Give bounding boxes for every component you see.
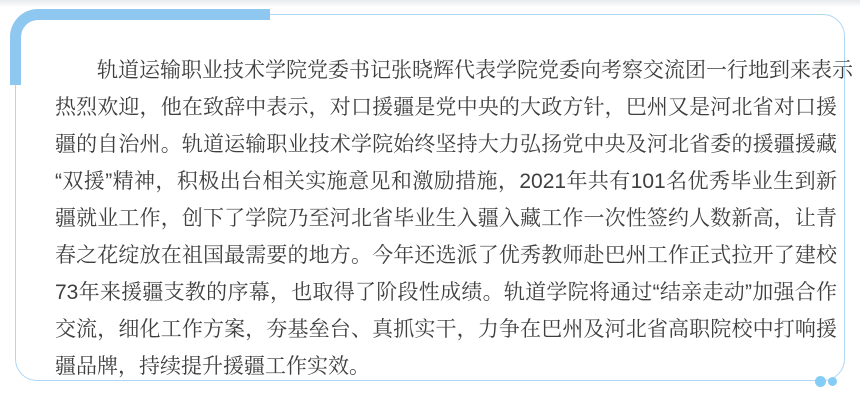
paragraph-line: “双援”精神，积极出台相关实施意见和激励措施，2021年共有101名优秀毕业生到新 (55, 170, 837, 193)
paragraph-line: 交流，细化工作方案，夯基垒台、真抓实干，力争在巴州及河北省高职院校中打响援 (55, 318, 837, 341)
top-edge-shadow (0, 0, 860, 7)
paragraph-line: 疆的自治州。轨道运输职业技术学院始终坚持大力弘扬党中央及河北省委的援疆援藏 (55, 133, 837, 156)
paragraph-line: 疆就业工作，创下了学院乃至河北省毕业生入疆入藏工作一次性签约人数新高，让青 (55, 207, 837, 230)
paragraph-line: 疆品牌，持续提升援疆工作实效。 (55, 355, 370, 378)
decorative-dot-large (815, 376, 826, 387)
article-paragraph (55, 52, 853, 385)
paragraph-line: 春之花绽放在祖国最需要的地方。今年还选派了优秀教师赴巴州工作正式拉开了建校 (55, 244, 837, 267)
paragraph-line: 热烈欢迎，他在致辞中表示，对口援疆是党中央的大政方针，巴州又是河北省对口援 (55, 96, 837, 119)
decorative-dot-small (828, 377, 837, 386)
article-card (15, 14, 853, 381)
paragraph-line: 轨道运输职业技术学院党委书记张晓辉代表学院党委向考察交流团一行地到来表示 (97, 59, 853, 82)
paragraph-line: 73年来援疆支教的序幕，也取得了阶段性成绩。轨道学院将通过“结亲走动”加强合作 (55, 281, 837, 304)
